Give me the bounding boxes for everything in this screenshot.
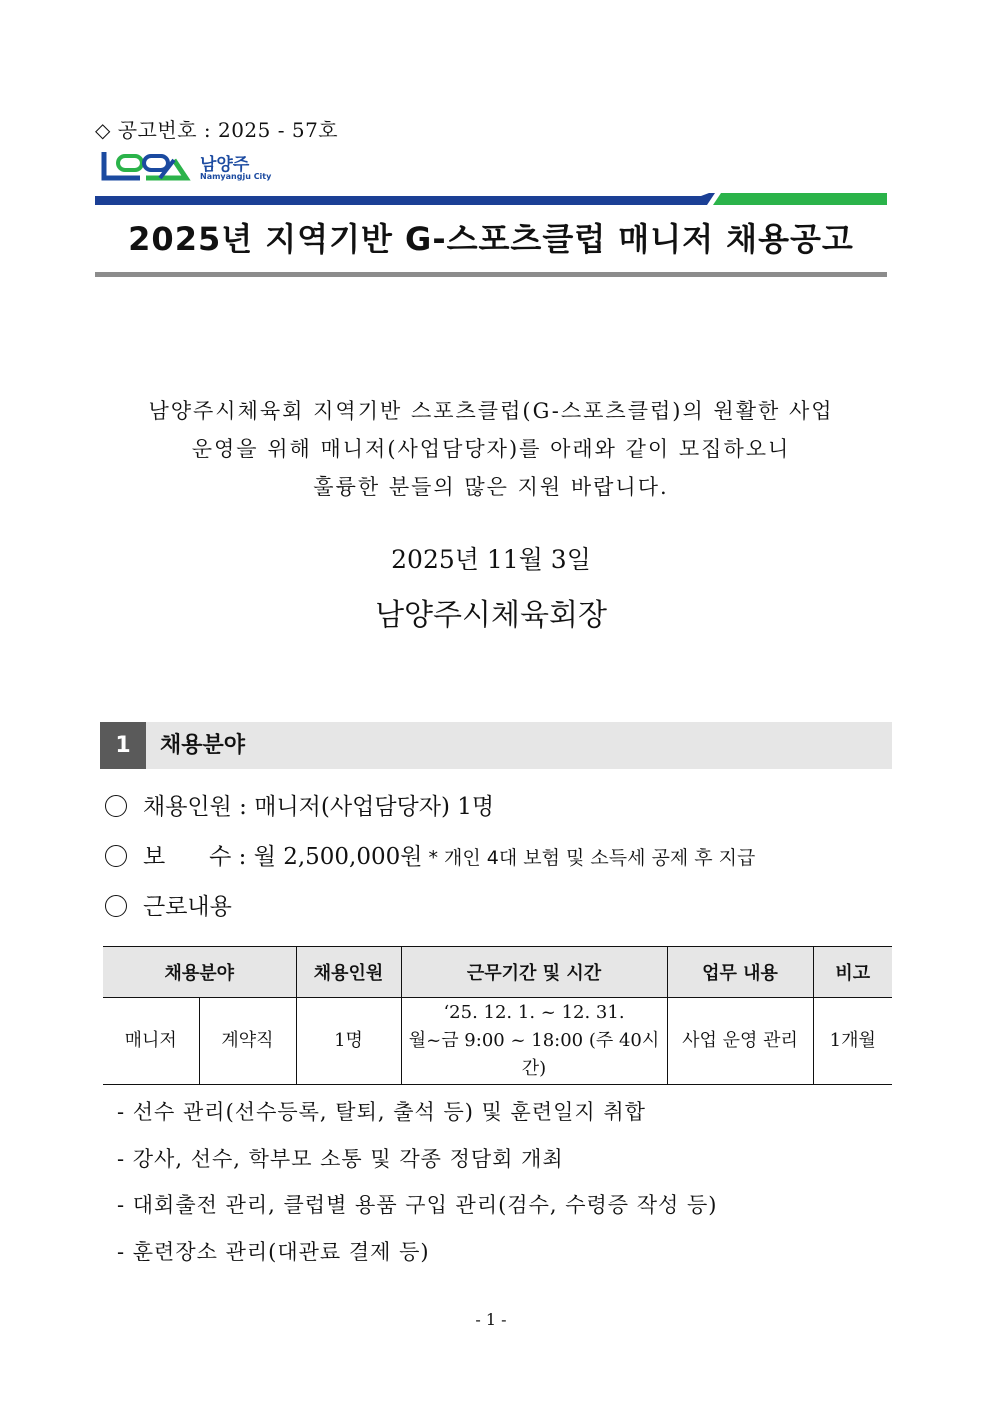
table-cell: 1명 — [296, 998, 401, 1085]
table-header-row — [103, 947, 892, 998]
table-cell: 계약직 — [199, 998, 296, 1085]
item-label: 채용인원 — [143, 794, 232, 820]
table-header: 비고 — [813, 947, 892, 998]
logo-text-ko: 남양주 — [200, 155, 250, 175]
table-header: 채용분야 — [103, 947, 296, 998]
intro-paragraph — [95, 392, 887, 506]
circle-bullet-icon — [105, 845, 127, 867]
notice-number: ◇ 공고번호 : 2025 - 57호 — [95, 118, 339, 142]
duty-item: - 훈련장소 관리(대관료 결제 등) — [117, 1240, 430, 1264]
salary-item — [105, 838, 755, 871]
table-header: 채용인원 — [296, 947, 401, 998]
title-underline — [95, 272, 887, 277]
item-value: 월 2,500,000원 — [253, 844, 423, 870]
intro-line: 남양주시체육회 지역기반 스포츠클럽(G-스포츠클럽)의 원활한 사업 — [148, 399, 834, 423]
table-cell: 사업 운영 관리 — [667, 998, 813, 1085]
period-dates: ‘25. 12. 1. ~ 12. 31. — [443, 1002, 625, 1023]
table-row — [103, 998, 892, 1085]
intro-line: 운영을 위해 매니저(사업담당자)를 아래와 같이 모집하오니 — [191, 437, 791, 461]
section-header — [100, 722, 892, 769]
duty-item: - 선수 관리(선수등록, 탈퇴, 출석 등) 및 훈련일지 취합 — [117, 1100, 646, 1124]
table-cell: 매니저 — [103, 998, 199, 1085]
table-header: 근무기간 및 시간 — [401, 947, 667, 998]
section-title: 채용분야 — [160, 733, 246, 758]
logo-mark-icon — [100, 148, 196, 186]
duty-item: - 대회출전 관리, 클럽별 용품 구입 관리(검수, 수령증 작성 등) — [117, 1193, 718, 1217]
table-cell-period — [401, 998, 667, 1085]
organization-name: 남양주시체육회장 — [375, 598, 607, 633]
page-title: 2025년 지역기반 G-스포츠클럽 매니저 채용공고 — [128, 220, 854, 258]
table-cell: 1개월 — [813, 998, 892, 1085]
recruitment-table — [103, 946, 892, 1085]
logo-text-en: Namyangju City — [200, 172, 272, 181]
item-separator: : — [231, 844, 254, 870]
circle-bullet-icon — [105, 795, 127, 817]
circle-bullet-icon — [105, 895, 127, 917]
table-header: 업무 내용 — [667, 947, 813, 998]
item-separator: : — [231, 794, 255, 820]
item-label: 근로내용 — [143, 894, 232, 920]
period-hours: 월~금 9:00 ~ 18:00 (주 40시간) — [408, 1030, 660, 1079]
intro-line: 훌륭한 분들의 많은 지원 바랍니다. — [313, 475, 669, 499]
salary-note: * 개인 4대 보험 및 소득세 공제 후 지급 — [428, 847, 756, 869]
item-label: 보 수 — [143, 844, 232, 870]
duty-item: - 강사, 선수, 학부모 소통 및 각종 정담회 개최 — [117, 1147, 564, 1171]
recruit-count-item — [105, 788, 494, 821]
work-content-item — [105, 888, 232, 921]
header-color-bar — [95, 193, 887, 205]
item-value: 매니저(사업담당자) 1명 — [254, 794, 495, 820]
page-number: - 1 - — [475, 1310, 507, 1329]
announcement-date: 2025년 11월 3일 — [391, 545, 591, 574]
section-number: 1 — [100, 722, 146, 769]
